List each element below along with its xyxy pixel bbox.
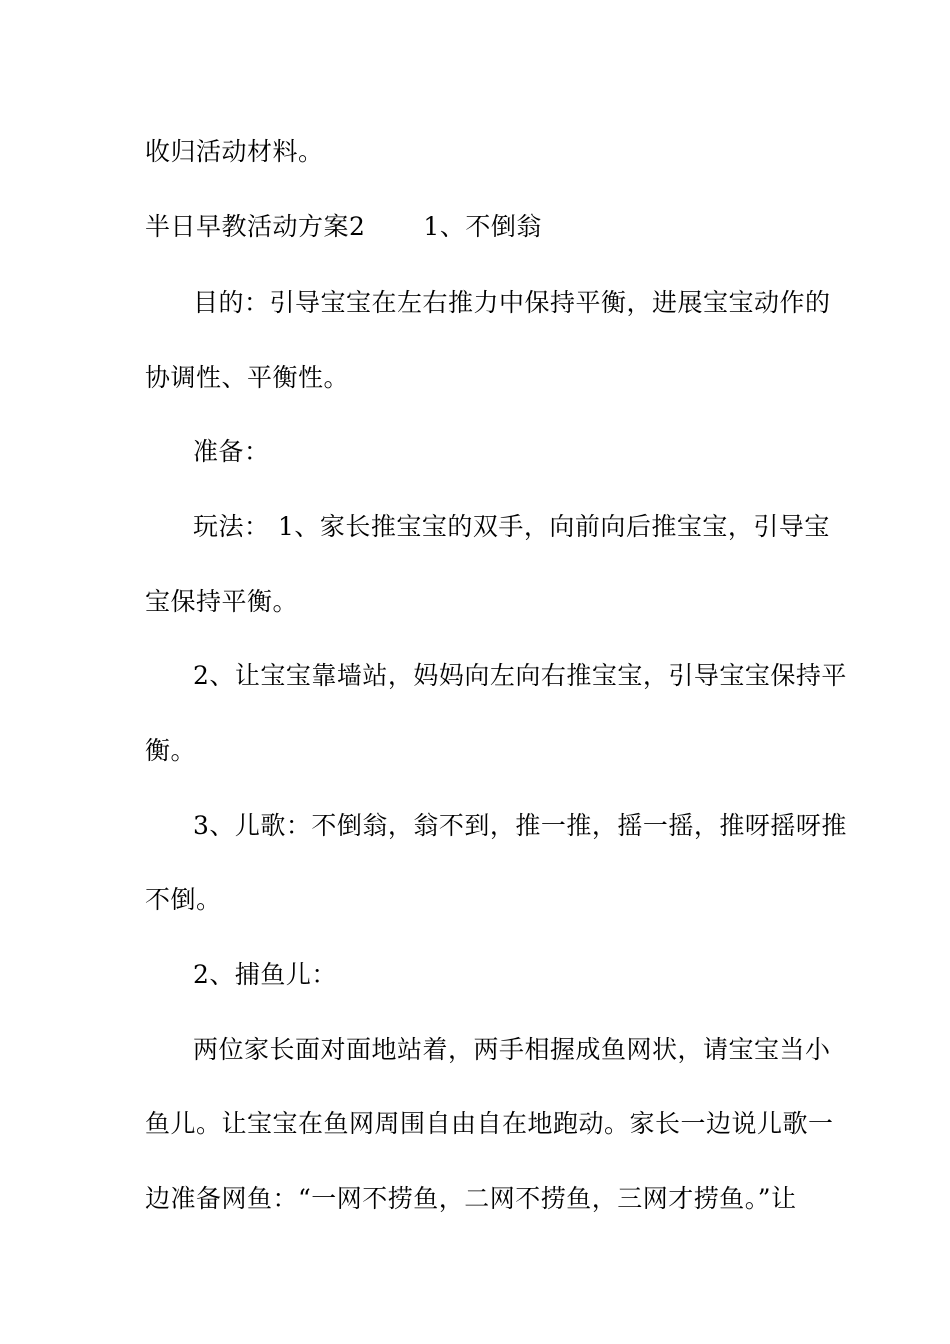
- activity-title: 1、不倒翁: [423, 212, 542, 241]
- paragraph-line: 不倒。: [145, 885, 222, 914]
- paragraph-line: 边准备网鱼：“一网不捞鱼，二网不捞鱼，三网才捞鱼。”让: [145, 1184, 797, 1213]
- paragraph-line: 目的：引导宝宝在左右推力中保持平衡，进展宝宝动作的: [193, 288, 831, 317]
- paragraph-line: 2、捕鱼儿：: [193, 960, 337, 989]
- paragraph-line: 2、让宝宝靠墙站，妈妈向左向右推宝宝，引导宝宝保持平: [193, 661, 847, 690]
- section-heading: [145, 211, 810, 243]
- paragraph-line: 收归活动材料。: [145, 137, 324, 166]
- paragraph-line: 协调性、平衡性。: [145, 363, 350, 392]
- paragraph-line: 玩法： 1、家长推宝宝的双手，向前向后推宝宝，引导宝: [193, 512, 830, 541]
- paragraph-line: 衡。: [145, 736, 197, 765]
- paragraph-line: 准备：: [193, 437, 270, 466]
- paragraph-line: 3、儿歌：不倒翁，翁不到，推一推，摇一摇，推呀摇呀推: [193, 811, 847, 840]
- paragraph-line: 两位家长面对面地站着，两手相握成鱼网状，请宝宝当小: [193, 1035, 831, 1064]
- paragraph-line: 宝保持平衡。: [145, 587, 299, 616]
- paragraph-line: 鱼儿。让宝宝在鱼网周围自由自在地跑动。家长一边说儿歌一: [145, 1109, 834, 1138]
- section-title: 半日早教活动方案2: [145, 212, 366, 241]
